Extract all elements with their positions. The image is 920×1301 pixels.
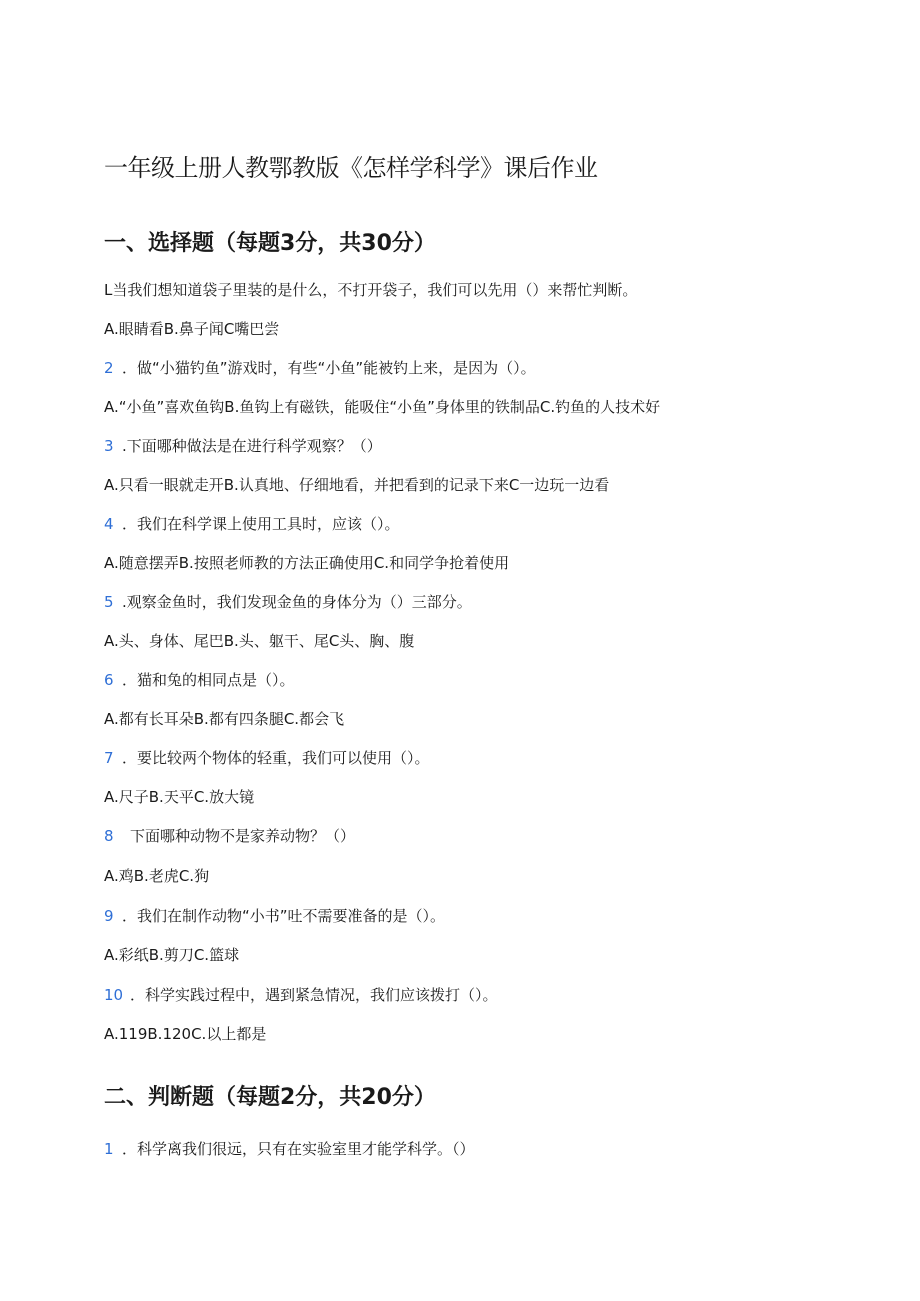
question-text: ．要比较两个物体的轻重，我们可以使用（）。 bbox=[122, 749, 430, 767]
question-number: 7 bbox=[104, 749, 114, 767]
question-1 bbox=[104, 279, 637, 301]
question-number: L bbox=[104, 281, 113, 299]
question-5 bbox=[104, 591, 472, 613]
question-8 bbox=[104, 825, 355, 847]
question-10-options: A.119B.120C.以上都是 bbox=[104, 1025, 267, 1043]
judgement-question-1 bbox=[104, 1138, 475, 1160]
page-title: 一年级上册人教鄂教版《怎样学科学》课后作业 bbox=[104, 154, 598, 182]
question-text: ．做“小猫钓鱼”游戏时，有些“小鱼”能被钓上来，是因为（）。 bbox=[122, 359, 536, 377]
question-text: 下面哪种动物不是家养动物？（） bbox=[130, 827, 356, 845]
question-2 bbox=[104, 357, 536, 379]
question-6-options: A.都有长耳朵B.都有四条腿C.都会飞 bbox=[104, 710, 345, 728]
question-text: .下面哪种做法是在进行科学观察？（） bbox=[122, 437, 382, 455]
question-9-options: A.彩纸B.剪刀C.篮球 bbox=[104, 946, 240, 964]
question-4 bbox=[104, 513, 400, 535]
question-text: ．科学实践过程中，遇到紧急情况，我们应该拨打（）。 bbox=[130, 986, 498, 1004]
section-heading-judgement: 二、判断题（每题2分，共20分） bbox=[104, 1085, 436, 1110]
question-3-options: A.只看一眼就走开B.认真地、仔细地看，并把看到的记录下来C一边玩一边看 bbox=[104, 476, 610, 494]
question-text: ．猫和兔的相同点是（）。 bbox=[122, 671, 295, 689]
question-number: 4 bbox=[104, 515, 114, 533]
question-number: 8 bbox=[104, 827, 114, 845]
question-3 bbox=[104, 435, 382, 457]
question-7 bbox=[104, 747, 430, 769]
question-text: 当我们想知道袋子里装的是什么，不打开袋子，我们可以先用（）来帮忙判断。 bbox=[112, 281, 638, 299]
question-number: 6 bbox=[104, 671, 114, 689]
question-number: 2 bbox=[104, 359, 114, 377]
question-number: 9 bbox=[104, 907, 114, 925]
question-number: 10 bbox=[104, 986, 124, 1004]
question-number: 1 bbox=[104, 1140, 114, 1158]
question-6 bbox=[104, 669, 295, 691]
question-2-options: A.“小鱼”喜欢鱼钩B.鱼钩上有磁铁，能吸住“小鱼”身体里的铁制品C.钓鱼的人技术好 bbox=[104, 398, 661, 416]
section-heading-choice: 一、选择题（每题3分，共30分） bbox=[104, 231, 436, 256]
question-1-options: A.眼睛看B.鼻子闻C嘴巴尝 bbox=[104, 320, 280, 338]
question-text: ．我们在制作动物“小书”吐不需要准备的是（）。 bbox=[122, 907, 446, 925]
question-10 bbox=[104, 984, 498, 1006]
question-text: .观察金鱼时，我们发现金鱼的身体分为（）三部分。 bbox=[122, 593, 472, 611]
question-9 bbox=[104, 905, 445, 927]
question-5-options: A.头、身体、尾巴B.头、躯干、尾C头、胸、腹 bbox=[104, 632, 415, 650]
question-text: ．科学离我们很远，只有在实验室里才能学科学。（） bbox=[122, 1140, 475, 1158]
question-4-options: A.随意摆弄B.按照老师教的方法正确使用C.和同学争抢着使用 bbox=[104, 554, 510, 572]
question-8-options: A.鸡B.老虎C.狗 bbox=[104, 867, 210, 885]
question-7-options: A.尺子B.天平C.放大镜 bbox=[104, 788, 255, 806]
question-text: ．我们在科学课上使用工具时，应该（）。 bbox=[122, 515, 400, 533]
question-number: 5 bbox=[104, 593, 114, 611]
question-number: 3 bbox=[104, 437, 114, 455]
